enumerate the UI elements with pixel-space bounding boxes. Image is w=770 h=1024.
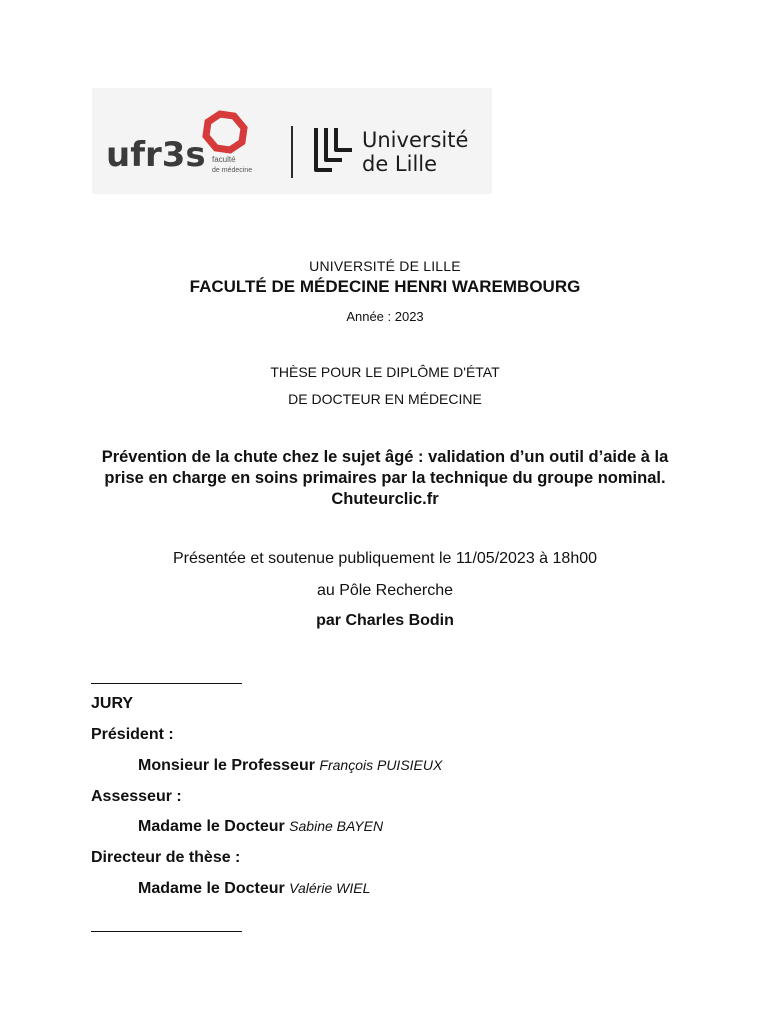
university-name: UNIVERSITÉ DE LILLE — [309, 258, 461, 274]
defense-place: au Pôle Recherche — [316, 582, 454, 599]
assessor-label: Assesseur : — [91, 788, 182, 805]
faculty-name: FACULTÉ DE MÉDECINE HENRI WAREMBOURG — [189, 277, 581, 296]
ufr3s-subtitle-1: faculté — [212, 155, 236, 164]
director-name: Valérie WIEL — [289, 880, 371, 896]
president-title: Monsieur le Professeur — [138, 757, 315, 774]
jury-member-director — [138, 880, 370, 898]
thesis-author: par Charles Bodin — [316, 612, 454, 629]
universite-de-lille-logo — [312, 126, 482, 178]
thesis-degree-line-2: DE DOCTEUR EN MÉDECINE — [288, 391, 482, 407]
director-label: Directeur de thèse : — [91, 849, 241, 866]
jury-member-president — [138, 757, 442, 775]
president-name: François PUISIEUX — [319, 757, 443, 773]
thesis-degree-line-1: THÈSE POUR LE DIPLÔME D'ÉTAT — [270, 364, 500, 380]
ul-line-1: Université — [362, 128, 469, 152]
president-label: Président : — [91, 726, 174, 743]
ul-monogram-icon — [316, 128, 352, 170]
ufr3s-octagon-icon — [206, 114, 244, 150]
logo-divider — [291, 126, 293, 178]
ul-line-2: de Lille — [362, 152, 438, 176]
thesis-title: Prévention de la chute chez le sujet âgé : validation d’un outil d’aide à la prise en charge en soins primaires par la technique du groupe nominal. Chuteurclic.fr — [101, 448, 669, 508]
ufr3s-wordmark: ufr3s — [106, 135, 206, 175]
director-title: Madame le Docteur — [138, 880, 285, 897]
ufr3s-logo — [104, 100, 264, 186]
assessor-title: Madame le Docteur — [138, 818, 285, 835]
divider-bottom — [91, 931, 242, 932]
ufr3s-subtitle-2: de médecine — [212, 167, 253, 174]
assessor-name: Sabine BAYEN — [289, 818, 384, 834]
jury-heading: JURY — [91, 695, 134, 712]
logo-band — [92, 88, 492, 194]
divider-top — [91, 683, 242, 684]
academic-year: Année : 2023 — [346, 309, 424, 324]
jury-member-assessor — [138, 818, 383, 836]
defense-date: Présentée et soutenue publiquement le 11/05/2023 à 18h00 — [172, 550, 598, 567]
